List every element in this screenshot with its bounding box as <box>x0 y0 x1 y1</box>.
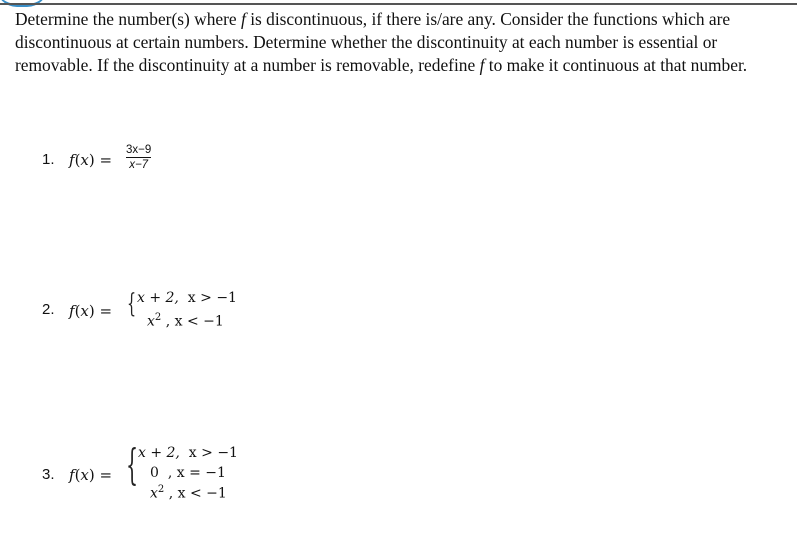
function-lhs: f(x) = <box>69 466 113 484</box>
piece-row: 0 , x = −1 <box>150 465 226 481</box>
left-brace: { <box>126 440 139 489</box>
piece-row: x + 2, x > −1 <box>138 445 238 461</box>
piece-row: $x^2$ , x < −1 <box>150 484 227 502</box>
problem-number: 3. <box>42 466 55 483</box>
rational-fraction <box>126 144 151 171</box>
denominator: x−7 <box>129 159 149 171</box>
function-lhs: f(x) = <box>69 151 113 169</box>
instructions-paragraph: Determine the number(s) where f is discontinuous, if there is/are any. Consider the functions which are discontinuous at certain numbers. Determine whether the discontinuity at each number is essential or removable. If the discontinuity at a number is removable, redefine f to make it continuous at that number. <box>15 9 748 75</box>
numerator: 3x−9 <box>126 144 152 156</box>
fraction-bar <box>126 157 151 158</box>
left-brace: { <box>127 289 137 319</box>
problem-number: 2. <box>42 301 55 318</box>
piece-row: x + 2, x > −1 <box>137 290 237 306</box>
piece-row: $x^2$ , x < −1 <box>147 312 224 330</box>
top-divider <box>0 3 797 5</box>
problem-number: 1. <box>42 151 55 168</box>
function-lhs: f(x) = <box>69 302 113 320</box>
